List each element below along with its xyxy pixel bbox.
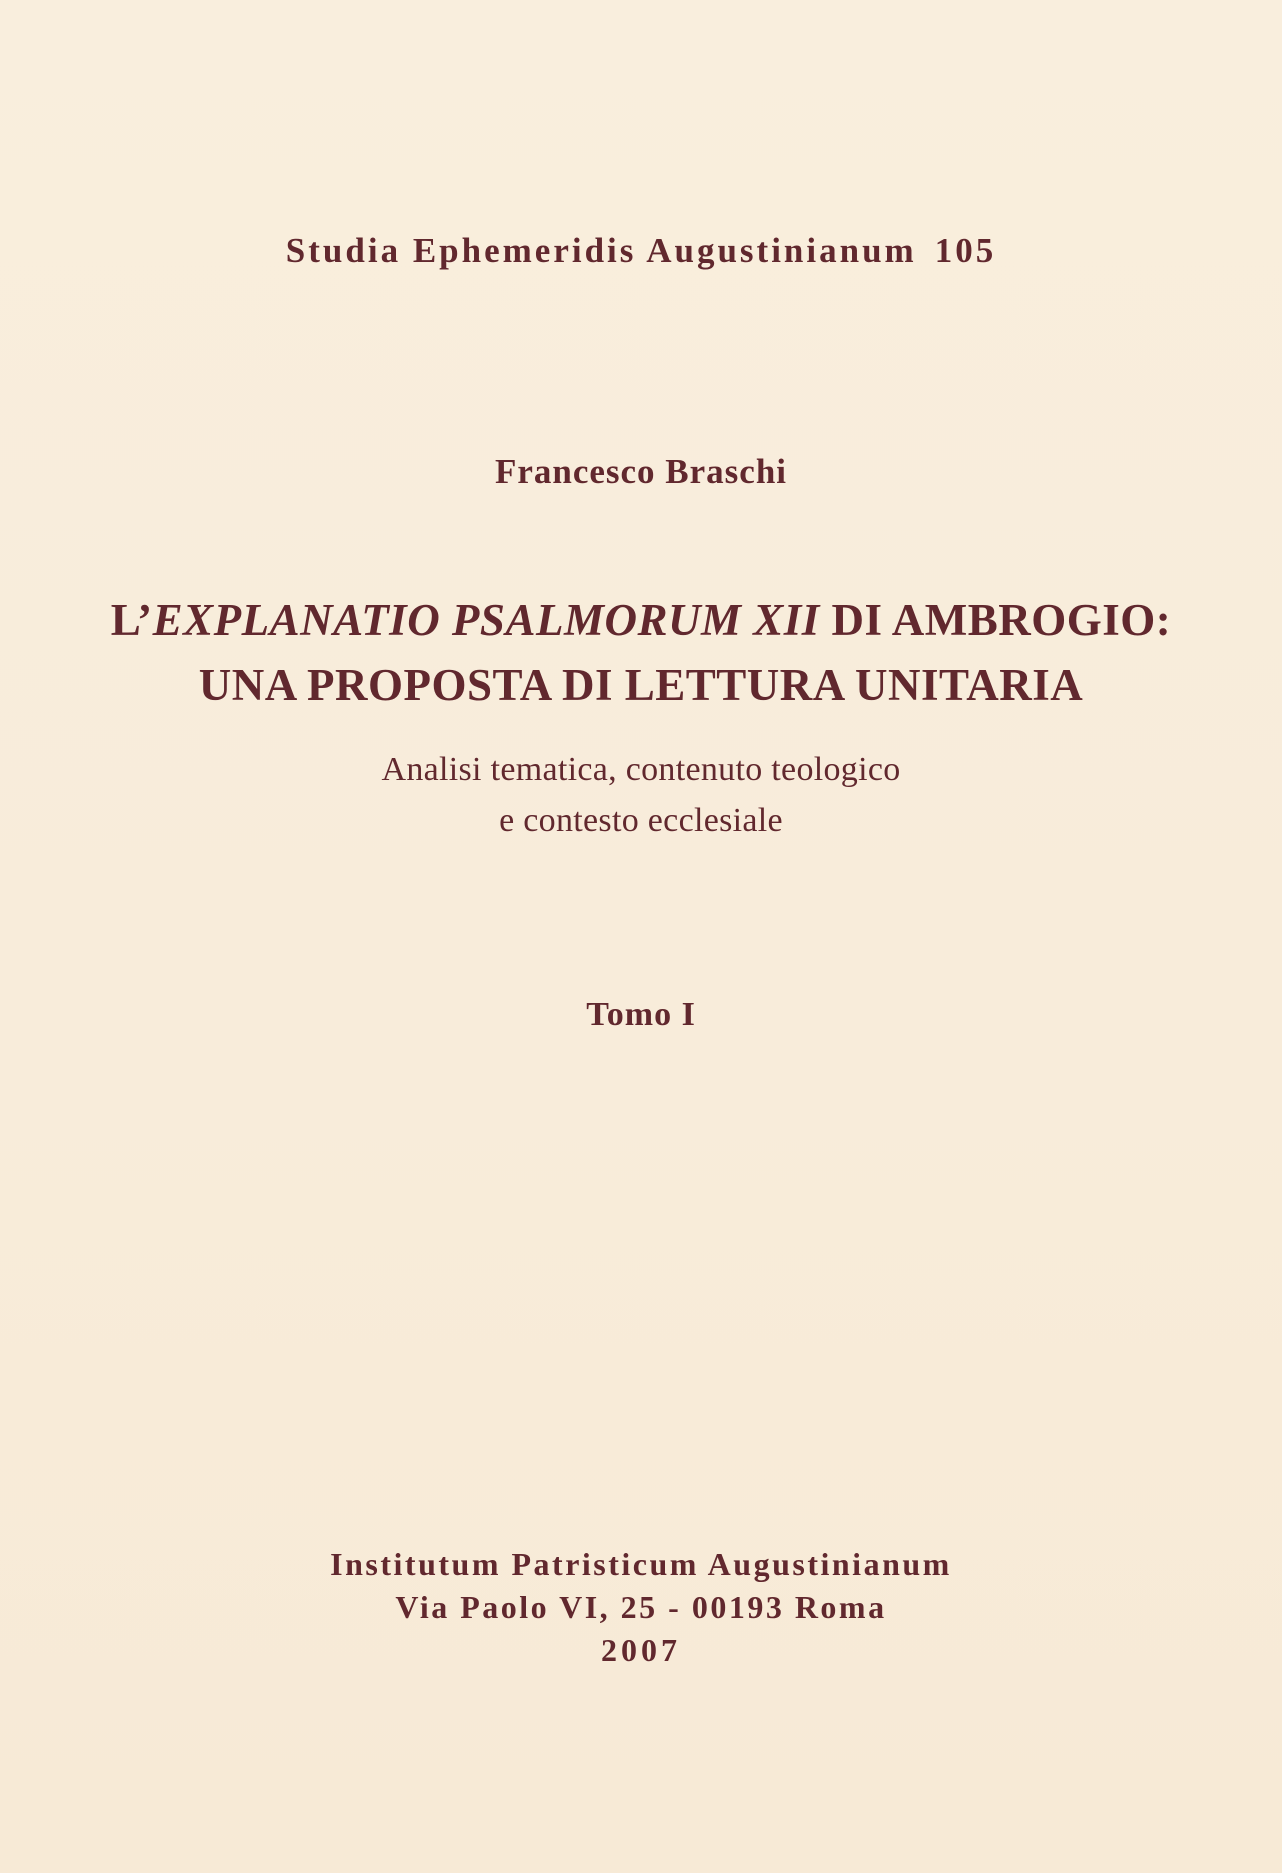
author-name: Francesco Braschi [494,452,788,491]
title-line-1 [0,588,1282,653]
series-title: Studia Ephemeridis Augustinianum [285,231,917,270]
title-line-2: UNA PROPOSTA DI LETTURA UNITARIA [198,660,1084,710]
publisher-address: Via Paolo VI, 25 - 00193 Roma [395,1589,887,1625]
title-italic-part: EXPLANATIO PSALMORUM XII [152,595,820,645]
volume-label: Tomo I [586,996,696,1033]
title-prefix: L’ [110,595,153,645]
imprint-block [0,1543,1282,1672]
series-number: 105 [934,231,997,270]
title-suffix: DI AMBROGIO: [831,595,1172,645]
subtitle [0,744,1282,846]
book-title [0,588,1282,718]
publisher-name: Institutum Patristicum Augustinianum [330,1546,952,1582]
series-line [0,231,1282,271]
subtitle-line-1: Analisi tematica, contenuto teologico [381,751,901,788]
publication-year: 2007 [601,1632,681,1668]
subtitle-line-2: e contesto ecclesiale [499,802,783,839]
